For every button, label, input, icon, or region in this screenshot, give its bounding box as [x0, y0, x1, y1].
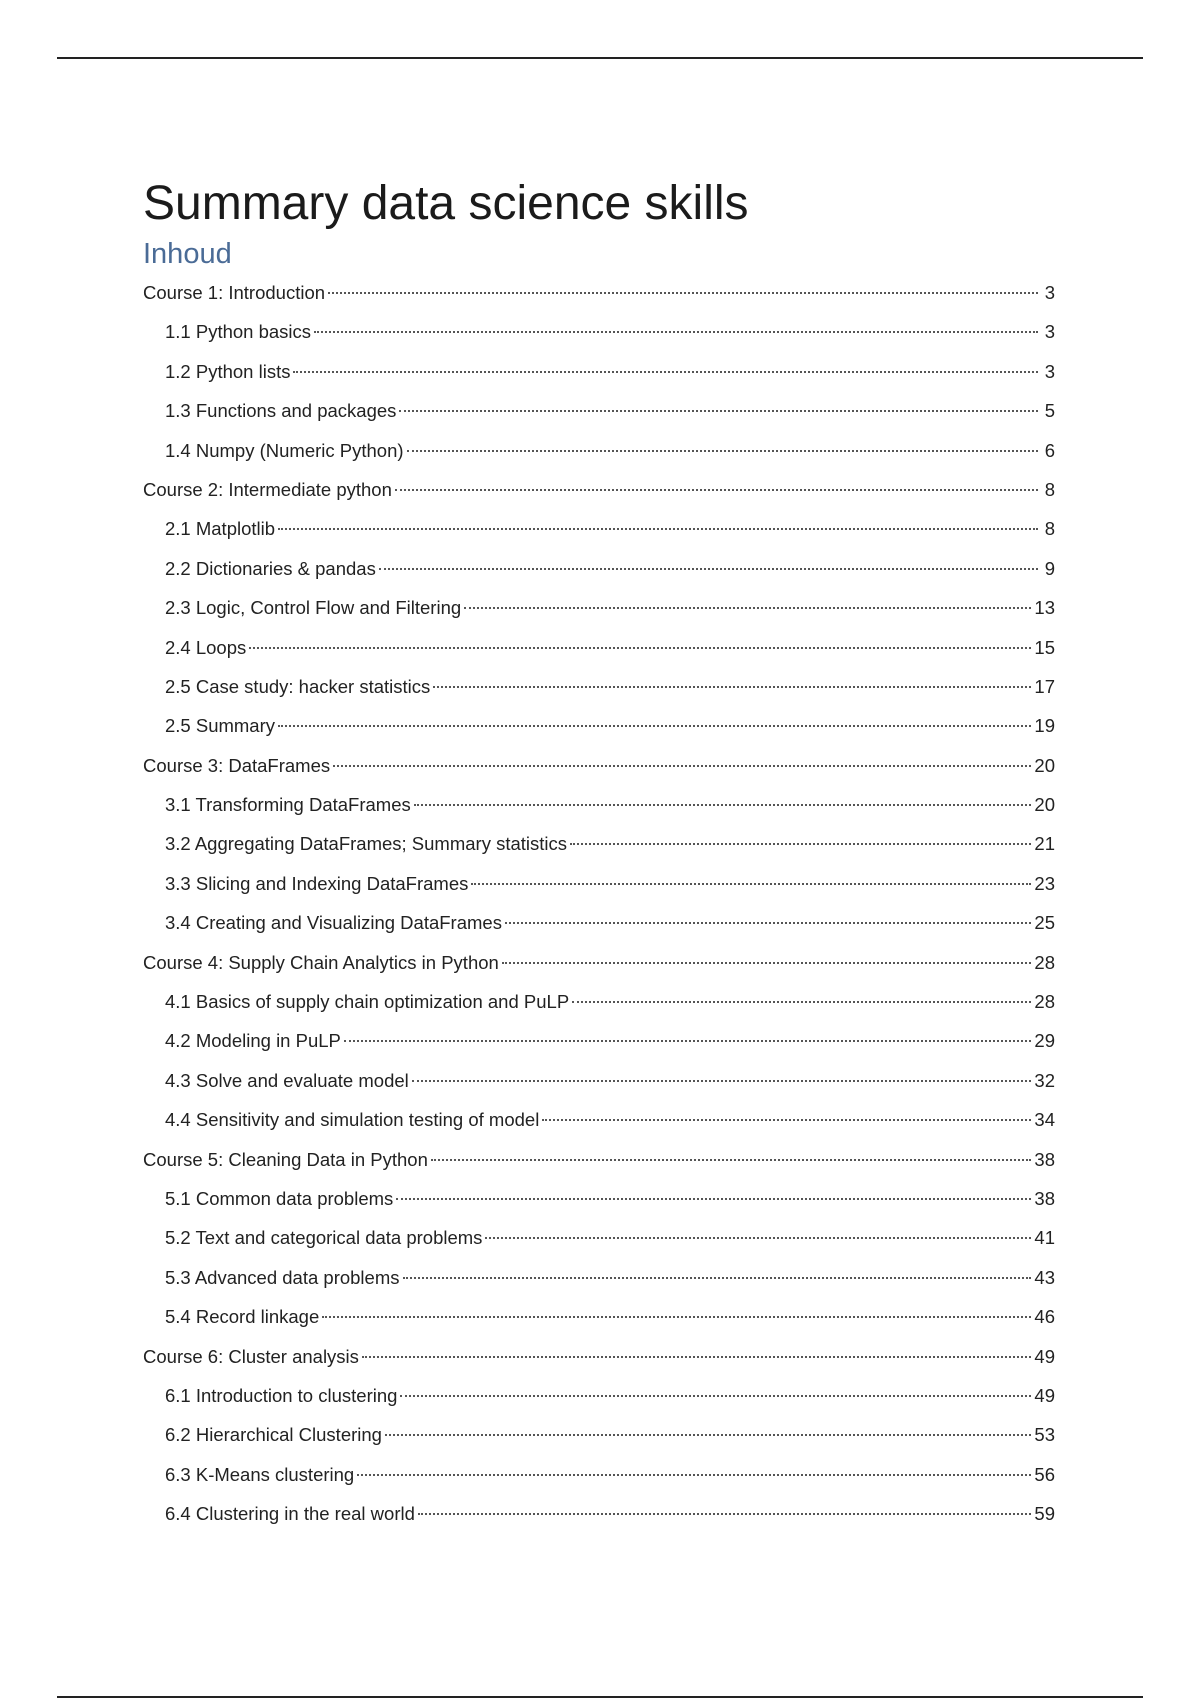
- toc-entry-page-number: 8: [1044, 478, 1055, 500]
- toc-entry-label: Course 3: DataFrames: [143, 754, 331, 776]
- toc-entry-section[interactable]: [143, 673, 1055, 712]
- toc-entry-label: 2.1 Matplotlib: [165, 518, 276, 540]
- toc-entry-section[interactable]: [143, 870, 1055, 909]
- toc-entry-page-number: 49: [1034, 1384, 1055, 1406]
- toc-entry-section[interactable]: [143, 1264, 1055, 1303]
- toc-entry-page-number: 59: [1034, 1503, 1055, 1525]
- toc-entry-section[interactable]: [143, 1027, 1055, 1066]
- toc-entry-page-number: 29: [1034, 1030, 1055, 1052]
- toc-entry-page-number: 21: [1034, 833, 1055, 855]
- toc-entry-label: 5.1 Common data problems: [165, 1187, 394, 1209]
- toc-entry-page-number: 34: [1034, 1109, 1055, 1131]
- toc-entry-section[interactable]: [143, 791, 1055, 830]
- toc-dot-leader: [464, 607, 1031, 609]
- toc-entry-page-number: 38: [1034, 1187, 1055, 1209]
- toc-dot-leader: [396, 1198, 1031, 1200]
- toc-entry-page-number: 25: [1034, 912, 1055, 934]
- toc-entry-label: Course 1: Introduction: [143, 282, 326, 303]
- toc-entry-course[interactable]: [143, 949, 1055, 988]
- toc-entry-page-number: 19: [1034, 715, 1055, 737]
- toc-entry-course[interactable]: [143, 752, 1055, 791]
- toc-entry-label: 4.2 Modeling in PuLP: [165, 1030, 341, 1052]
- toc-entry-label: 1.1 Python basics: [165, 321, 312, 343]
- toc-entry-label: 2.5 Summary: [165, 715, 276, 737]
- toc-entry-label: Course 4: Supply Chain Analytics in Python: [143, 951, 499, 973]
- toc-entry-label: Course 5: Cleaning Data in Python: [143, 1148, 428, 1170]
- toc-entry-page-number: 13: [1034, 597, 1055, 619]
- toc-dot-leader: [572, 1001, 1031, 1003]
- toc-entry-label: 5.2 Text and categorical data problems: [165, 1227, 483, 1249]
- toc-entry-section[interactable]: [143, 909, 1055, 948]
- toc-dot-leader: [542, 1119, 1031, 1121]
- toc-entry-section[interactable]: [143, 634, 1055, 673]
- toc-entry-section[interactable]: [143, 437, 1055, 476]
- toc-entry-page-number: 17: [1034, 675, 1055, 697]
- toc-entry-label: 6.1 Introduction to clustering: [165, 1384, 398, 1406]
- toc-entry-page-number: 28: [1034, 951, 1055, 973]
- toc-entry-page-number: 15: [1034, 636, 1055, 658]
- toc-entry-label: 2.2 Dictionaries & pandas: [165, 557, 376, 579]
- toc-entry-section[interactable]: [143, 1067, 1055, 1106]
- toc-dot-leader: [485, 1237, 1031, 1239]
- toc-entry-page-number: 43: [1034, 1266, 1055, 1288]
- toc-dot-leader: [328, 292, 1038, 294]
- toc-entry-label: 4.1 Basics of supply chain optimization and PuLP: [165, 991, 570, 1013]
- toc-entry-label: 4.4 Sensitivity and simulation testing of model: [165, 1109, 540, 1131]
- toc-entry-section[interactable]: [143, 1185, 1055, 1224]
- toc-entry-label: 1.4 Numpy (Numeric Python): [165, 439, 404, 461]
- toc-entry-label: 2.4 Loops: [165, 636, 247, 658]
- toc-entry-page-number: 32: [1034, 1069, 1055, 1091]
- toc-entry-page-number: 41: [1034, 1227, 1055, 1249]
- toc-entry-label: 2.5 Case study: hacker statistics: [165, 675, 431, 697]
- toc-entry-section[interactable]: [143, 358, 1055, 397]
- header-rule: [57, 57, 1143, 59]
- toc-dot-leader: [399, 410, 1038, 412]
- toc-entry-section[interactable]: [143, 1500, 1055, 1539]
- toc-entry-label: 3.4 Creating and Visualizing DataFrames: [165, 912, 502, 934]
- toc-entry-page-number: 20: [1034, 794, 1055, 816]
- toc-dot-leader: [278, 528, 1038, 530]
- toc-entry-section[interactable]: [143, 712, 1055, 751]
- toc-entry-page-number: 49: [1034, 1345, 1055, 1367]
- toc-dot-leader: [333, 765, 1031, 767]
- toc-entry-page-number: 9: [1044, 557, 1055, 579]
- toc-entry-page-number: 3: [1044, 360, 1055, 382]
- toc-entry-label: 1.2 Python lists: [165, 360, 291, 382]
- toc-dot-leader: [357, 1474, 1031, 1476]
- toc-entry-page-number: 38: [1034, 1148, 1055, 1170]
- toc-dot-leader: [400, 1395, 1031, 1397]
- toc-entry-section[interactable]: [143, 555, 1055, 594]
- toc-entry-section[interactable]: [143, 318, 1055, 357]
- toc-dot-leader: [293, 371, 1038, 373]
- toc-dot-leader: [278, 725, 1031, 727]
- table-of-contents: [143, 279, 1055, 1540]
- toc-entry-label: 6.2 Hierarchical Clustering: [165, 1424, 382, 1446]
- toc-entry-page-number: 23: [1034, 872, 1055, 894]
- toc-entry-course[interactable]: [143, 476, 1055, 515]
- toc-dot-leader: [505, 922, 1031, 924]
- toc-dot-leader: [379, 568, 1038, 570]
- toc-entry-section[interactable]: [143, 1303, 1055, 1342]
- toc-dot-leader: [314, 331, 1038, 333]
- toc-entry-page-number: 28: [1034, 991, 1055, 1013]
- toc-entry-label: 3.2 Aggregating DataFrames; Summary statistics: [165, 833, 568, 855]
- toc-entry-section[interactable]: [143, 397, 1055, 436]
- toc-entry-course[interactable]: [143, 1146, 1055, 1185]
- toc-dot-leader: [471, 883, 1031, 885]
- toc-dot-leader: [412, 1080, 1032, 1082]
- toc-entry-label: 4.3 Solve and evaluate model: [165, 1069, 409, 1091]
- toc-dot-leader: [418, 1513, 1032, 1515]
- toc-dot-leader: [431, 1159, 1032, 1161]
- toc-dot-leader: [385, 1434, 1031, 1436]
- toc-entry-label: 2.3 Logic, Control Flow and Filtering: [165, 597, 462, 619]
- toc-entry-label: 3.1 Transforming DataFrames: [165, 794, 411, 816]
- toc-dot-leader: [403, 1277, 1032, 1279]
- toc-entry-section[interactable]: [143, 1224, 1055, 1263]
- toc-entry-section[interactable]: [143, 1106, 1055, 1145]
- footer-rule: [57, 1696, 1143, 1698]
- toc-entry-page-number: 20: [1034, 754, 1055, 776]
- toc-entry-label: 1.3 Functions and packages: [165, 400, 397, 422]
- toc-entry-section[interactable]: [143, 594, 1055, 633]
- toc-entry-label: 5.4 Record linkage: [165, 1306, 320, 1328]
- toc-entry-label: Course 2: Intermediate python: [143, 478, 392, 500]
- toc-entry-label: 3.3 Slicing and Indexing DataFrames: [165, 872, 469, 894]
- toc-entry-label: 6.3 K-Means clustering: [165, 1463, 355, 1485]
- toc-entry-section[interactable]: [143, 830, 1055, 869]
- toc-dot-leader: [395, 489, 1038, 491]
- document-title: Summary data science skills: [143, 177, 749, 231]
- toc-entry-page-number: 46: [1034, 1306, 1055, 1328]
- toc-dot-leader: [502, 962, 1032, 964]
- toc-entry-course[interactable]: [143, 1343, 1055, 1382]
- toc-heading: Inhoud: [143, 238, 232, 270]
- toc-entry-page-number: 3: [1044, 282, 1055, 303]
- toc-entry-course[interactable]: [143, 279, 1055, 318]
- toc-entry-page-number: 8: [1044, 518, 1055, 540]
- toc-dot-leader: [414, 804, 1032, 806]
- toc-entry-page-number: 6: [1044, 439, 1055, 461]
- toc-entry-label: Course 6: Cluster analysis: [143, 1345, 359, 1367]
- toc-entry-page-number: 53: [1034, 1424, 1055, 1446]
- toc-entry-label: 5.3 Advanced data problems: [165, 1266, 400, 1288]
- toc-dot-leader: [362, 1356, 1032, 1358]
- toc-entry-section[interactable]: [143, 515, 1055, 554]
- toc-entry-page-number: 56: [1034, 1463, 1055, 1485]
- toc-entry-page-number: 5: [1044, 400, 1055, 422]
- toc-dot-leader: [322, 1316, 1031, 1318]
- toc-entry-section[interactable]: [143, 1421, 1055, 1460]
- toc-dot-leader: [249, 647, 1031, 649]
- toc-entry-label: 6.4 Clustering in the real world: [165, 1503, 415, 1525]
- toc-dot-leader: [407, 450, 1038, 452]
- toc-dot-leader: [570, 843, 1031, 845]
- toc-entry-section[interactable]: [143, 1382, 1055, 1421]
- toc-entry-section[interactable]: [143, 988, 1055, 1027]
- toc-dot-leader: [344, 1040, 1032, 1042]
- toc-dot-leader: [433, 686, 1031, 688]
- toc-entry-section[interactable]: [143, 1461, 1055, 1500]
- toc-entry-page-number: 3: [1044, 321, 1055, 343]
